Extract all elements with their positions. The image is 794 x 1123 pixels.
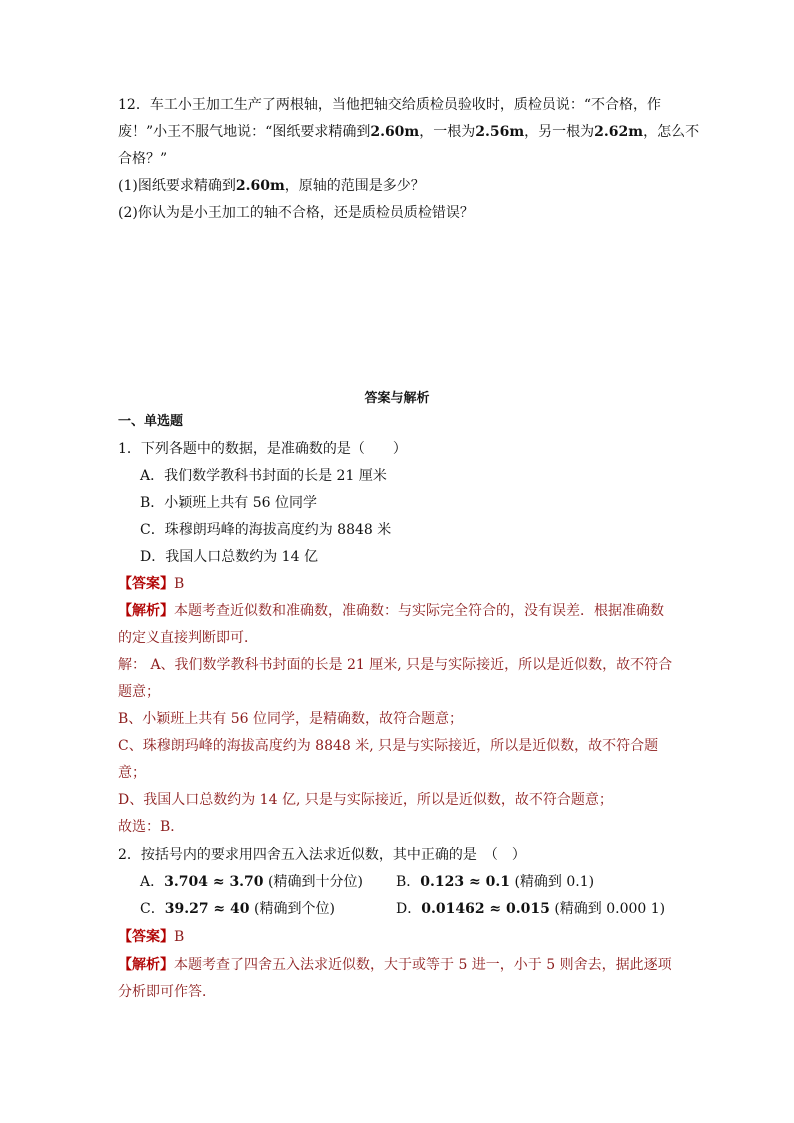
q2-analysis-line-1: 【解析】本题考查了四舍五入法求近似数，大于或等于 5 进一，小于 5 则舍去，据此逐项	[118, 957, 672, 973]
q1-option-b: B．小颖班上共有 56 位同学	[140, 495, 318, 511]
section-heading-single-choice: 一、单选题	[118, 414, 184, 429]
q1-stem: 1．下列各题中的数据，是准确数的是（ ）	[118, 441, 407, 457]
answer-section-title: 答案与解析	[364, 391, 430, 406]
q12-text-line-3: 合格？”	[118, 151, 168, 167]
q1-solution-line-1: 解： A、我们数学教科书封面的长是 21 厘米, 只是与实际接近，所以是近似数，故不符合	[118, 657, 673, 673]
q1-solution-line-5: 意；	[118, 765, 146, 781]
q12-sub-question-2: (2)你认为是小王加工的轴不合格，还是质检员质检错误？	[118, 205, 474, 221]
q1-analysis-line-2: 的定义直接判断即可．	[118, 630, 258, 646]
q2-option-d: D．0.01462 ≈ 0.015 (精确到 0.000 1)	[396, 901, 666, 917]
q1-solution-line-3: B、小颖班上共有 56 位同学，是精确数，故符合题意；	[118, 711, 464, 727]
q1-option-d: D．我国人口总数约为 14 亿	[140, 549, 318, 565]
q2-stem: 2．按括号内的要求用四舍五入法求近似数，其中正确的是 （ ）	[118, 847, 526, 863]
q12-text-line-2: 废！”小王不服气地说：“图纸要求精确到2.60m，一根为2.56m，另一根为2.62m，怎么不	[118, 124, 700, 140]
q2-option-c: C．39.27 ≈ 40 (精确到个位)	[140, 901, 335, 917]
q1-answer: 【答案】B	[118, 576, 185, 592]
q2-answer: 【答案】B	[118, 929, 185, 945]
q1-solution-line-7: 故选：B．	[118, 819, 185, 835]
q12-text-line-1: 12．车工小王加工生产了两根轴，当他把轴交给质检员验收时，质检员说：“不合格，作	[118, 97, 661, 113]
q1-solution-line-4: C、珠穆朗玛峰的海拔高度约为 8848 米, 只是与实际接近，所以是近似数，故不符合题	[118, 738, 659, 754]
q1-option-c: C．珠穆朗玛峰的海拔高度约为 8848 米	[140, 522, 392, 538]
q2-option-a: A．3.704 ≈ 3.70 (精确到十分位)	[140, 874, 363, 890]
q2-option-b: B．0.123 ≈ 0.1 (精确到 0.1)	[396, 874, 595, 890]
q1-solution-line-6: D、我国人口总数约为 14 亿, 只是与实际接近，所以是近似数，故不符合题意；	[118, 792, 613, 808]
q2-analysis-line-2: 分析即可作答．	[118, 984, 216, 1000]
q12-sub-question-1: (1)图纸要求精确到2.60m，原轴的范围是多少？	[118, 178, 425, 194]
q1-option-a: A．我们数学教科书封面的长是 21 厘米	[140, 468, 387, 484]
q1-solution-line-2: 题意；	[118, 684, 160, 700]
q1-analysis-line-1: 【解析】本题考查近似数和准确数，准确数：与实际完全符合的，没有误差．根据准确数	[118, 603, 664, 619]
